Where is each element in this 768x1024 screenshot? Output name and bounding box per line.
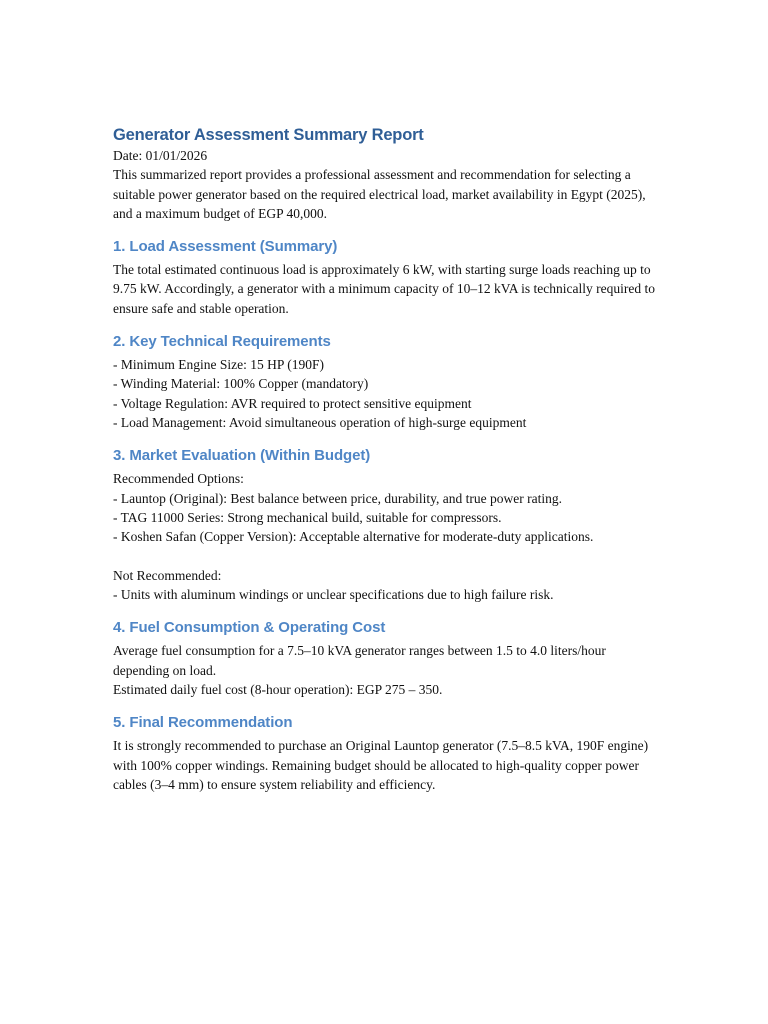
report-intro: This summarized report provides a professional assessment and recommendation for selecting a suitable power generator based on the required electrical load, market availability in Egypt (2025), and a maximum budget of EGP 40,000. (113, 167, 646, 221)
section-heading-fuel: 4. Fuel Consumption & Operating Cost (113, 619, 386, 637)
list-item: - Voltage Regulation: AVR required to protect sensitive equipment (113, 395, 472, 411)
not-recommended-label: Not Recommended: (113, 567, 222, 583)
list-item: - TAG 11000 Series: Strong mechanical build, suitable for compressors. (113, 509, 502, 525)
section-text-load: The total estimated continuous load is approximately 6 kW, with starting surge loads reaching up to 9.75 kW. Accordingly, a generator with a minimum capacity of 10–12 kVA is technically required to ensure safe and stable operation. (113, 262, 655, 316)
list-item: - Load Management: Avoid simultaneous operation of high-surge equipment (113, 414, 527, 430)
section-heading-final: 5. Final Recommendation (113, 714, 293, 732)
section-text-fuel: Average fuel consumption for a 7.5–10 kVA generator ranges between 1.5 to 4.0 liters/hour depending on load. (113, 643, 606, 678)
section-heading-requirements: 2. Key Technical Requirements (113, 333, 331, 351)
fuel-cost-text: Estimated daily fuel cost (8-hour operation): EGP 275 – 350. (113, 681, 443, 697)
list-item: - Minimum Engine Size: 15 HP (190F) (113, 357, 324, 373)
document-body (113, 124, 658, 794)
report-date: Date: 01/01/2026 (113, 148, 208, 163)
list-item: - Winding Material: 100% Copper (mandatory) (113, 376, 369, 392)
recommended-list (113, 489, 658, 547)
list-item: - Units with aluminum windings or unclear specifications due to high failure risk. (113, 587, 554, 603)
section-text-final: It is strongly recommended to purchase an Original Launtop generator (7.5–8.5 kVA, 190F engine) with 100% copper windings. Remaining budget should be allocated to high-quality copper power cables (3–4 mm) to ensure system reliability and efficiency. (113, 738, 649, 792)
requirements-list (113, 355, 658, 432)
recommended-label: Recommended Options: (113, 471, 244, 487)
list-item: - Koshen Safan (Copper Version): Acceptable alternative for moderate-duty applications. (113, 529, 594, 545)
list-item: - Launtop (Original): Best balance between price, durability, and true power rating. (113, 490, 562, 506)
section-heading-market: 3. Market Evaluation (Within Budget) (113, 447, 371, 465)
spacer (113, 546, 658, 565)
section-heading-load: 1. Load Assessment (Summary) (113, 238, 338, 256)
report-title: Generator Assessment Summary Report (113, 126, 424, 144)
not-recommended-list (113, 585, 658, 604)
